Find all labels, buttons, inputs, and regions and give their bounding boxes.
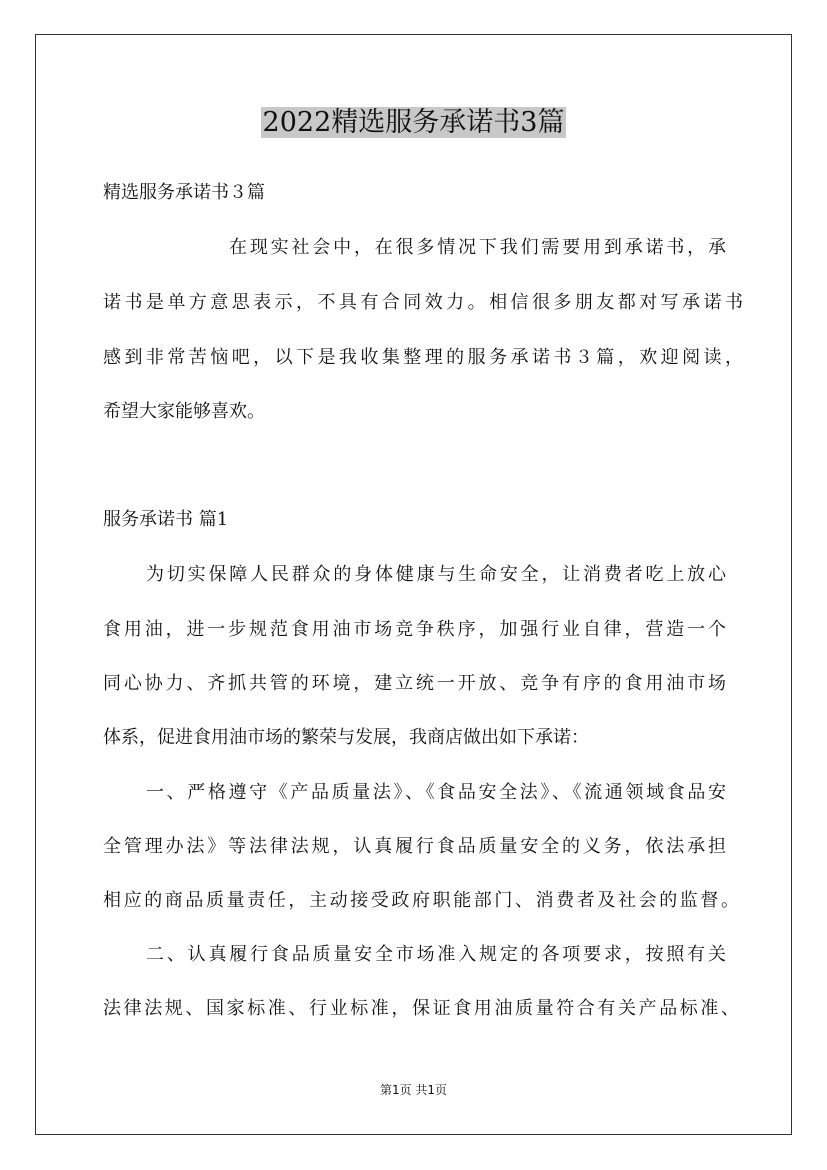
intro-line-3: 感到非常苦恼吧，以下是我收集整理的服务承诺书３篇，欢迎阅读， xyxy=(103,347,743,368)
body-line-8: 二、认真履行食品质量安全市场准入规定的各项要求，按照有关 xyxy=(146,944,726,965)
intro-line-2: 诺书是单方意思表示，不具有合同效力。相信很多朋友都对写承诺书 xyxy=(103,292,743,313)
body-line-5: 一、严格遵守《产品质量法》、《食品安全法》、《流通领域食品安 xyxy=(146,782,726,803)
body-line-2: 食用油，进一步规范食用油市场竞争秩序，加强行业自律，营造一个 xyxy=(103,619,726,640)
body-line-7: 相应的商品质量责任，主动接受政府职能部门、消费者及社会的监督。 xyxy=(103,890,739,911)
document-title-text: 2022精选服务承诺书3篇 xyxy=(262,107,565,138)
document-subtitle: 精选服务承诺书３篇 xyxy=(103,182,265,203)
document-title xyxy=(0,101,827,145)
page-footer: 第1页 共1页 xyxy=(379,1083,448,1097)
body-line-4: 体系，促进食用油市场的繁荣与发展，我商店做出如下承诺： xyxy=(103,727,589,748)
intro-line-4: 希望大家能够喜欢。 xyxy=(103,401,265,422)
intro-line-1: 在现实社会中，在很多情况下我们需要用到承诺书，承 xyxy=(229,237,726,258)
body-line-1: 为切实保障人民群众的身体健康与生命安全，让消费者吃上放心 xyxy=(146,564,726,585)
body-line-6: 全管理办法》等法律法规，认真履行食品质量安全的义务，依法承担 xyxy=(103,836,726,857)
body-line-3: 同心协力、齐抓共管的环境，建立统一开放、竞争有序的食用油市场 xyxy=(103,673,726,694)
section-heading: 服务承诺书 篇1 xyxy=(103,509,229,530)
body-line-9: 法律法规、国家标准、行业标准，保证食用油质量符合有关产品标准、 xyxy=(103,998,739,1019)
